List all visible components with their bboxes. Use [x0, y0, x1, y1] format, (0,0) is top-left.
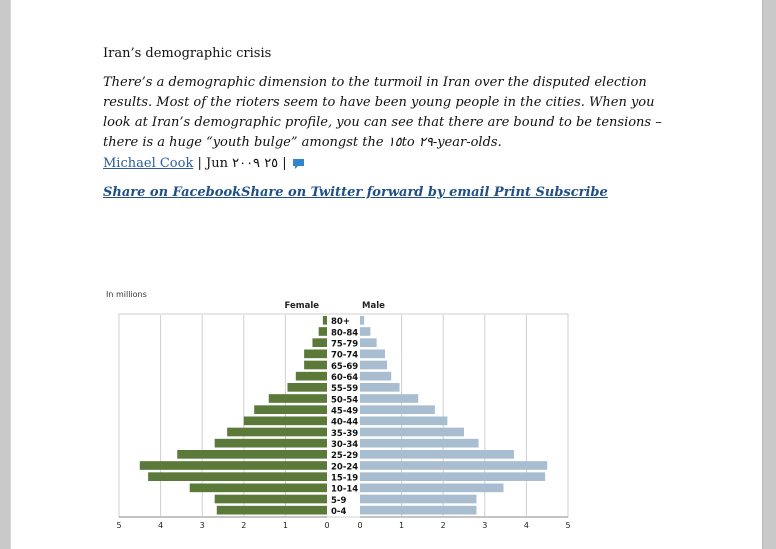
bar-male-30-34: [360, 439, 479, 448]
subscribe-link[interactable]: Subscribe: [530, 185, 608, 200]
bar-female-60-64: [296, 372, 327, 381]
age-label-40-44: 40-44: [331, 417, 359, 428]
age-label-35-39: 35-39: [331, 428, 359, 439]
age-label-70-74: 70-74: [331, 350, 359, 361]
document-page: [10, 0, 763, 549]
bar-female-70-74: [304, 350, 327, 359]
article-title: Iran’s demographic crisis: [103, 46, 272, 61]
bar-female-80+: [323, 316, 327, 325]
age-label-65-69: 65-69: [331, 361, 359, 372]
bar-female-40-44: [244, 417, 327, 426]
bar-female-20-24: [140, 461, 327, 470]
tick-female-2: 2: [241, 521, 247, 530]
bar-female-65-69: [304, 361, 327, 370]
age-label-10-14: 10-14: [331, 484, 359, 495]
bar-male-10-14: [360, 484, 504, 493]
age-label-60-64: 60-64: [331, 373, 359, 383]
bar-male-45-49: [360, 405, 435, 414]
bar-male-70-74: [360, 350, 385, 359]
female-header: Female: [284, 301, 319, 311]
male-header: Male: [362, 301, 385, 311]
age-label-55-59: 55-59: [331, 384, 359, 395]
age-label-30-34: 30-34: [331, 440, 359, 450]
bar-male-80+: [360, 316, 364, 325]
bar-male-15-19: [360, 472, 545, 481]
author-link[interactable]: Michael Cook: [103, 156, 194, 171]
age-label-50-54: 50-54: [331, 395, 359, 406]
bar-male-25-29: [360, 450, 514, 459]
publish-date: Jun ٢٥ ٢٠٠٩: [206, 156, 279, 171]
bar-male-80-84: [360, 327, 370, 336]
bar-female-80-84: [319, 327, 327, 336]
bar-female-55-59: [287, 383, 327, 392]
bar-female-15-19: [148, 472, 327, 481]
bar-male-0-4: [360, 506, 476, 515]
bar-male-60-64: [360, 372, 391, 381]
bar-female-5-9: [215, 495, 327, 504]
tick-male-2: 2: [440, 521, 446, 530]
share-facebook-link[interactable]: Share on Facebook: [103, 185, 242, 200]
bar-male-65-69: [360, 361, 387, 370]
age-label-25-29: 25-29: [331, 451, 359, 462]
age-label-80-84: 80-84: [331, 328, 359, 339]
bar-female-25-29: [177, 450, 327, 459]
population-pyramid-chart: [101, 288, 571, 538]
byline: [103, 156, 304, 171]
bar-female-10-14: [190, 484, 327, 493]
tick-female-0: 0: [324, 521, 330, 530]
share-twitter-link[interactable]: Share on Twitter: [241, 185, 363, 200]
print-link[interactable]: Print: [489, 185, 531, 200]
tick-male-5: 5: [565, 521, 571, 530]
bar-female-0-4: [217, 506, 327, 515]
tick-female-3: 3: [199, 521, 205, 530]
bar-male-55-59: [360, 383, 400, 392]
byline-separator: |: [197, 156, 202, 171]
bar-male-20-24: [360, 461, 547, 470]
age-label-0-4: 0-4: [331, 507, 347, 517]
comment-icon[interactable]: [293, 159, 304, 166]
pyramid-svg: [101, 288, 571, 538]
tick-female-1: 1: [282, 521, 288, 530]
bar-female-50-54: [269, 394, 327, 403]
bar-male-40-44: [360, 417, 447, 426]
tick-female-5: 5: [116, 521, 122, 530]
share-bar: [103, 185, 608, 200]
article-lede: There’s a demographic dimension to the turmoil in Iran over the disputed election results. Most of the rioters seem to have been young people in the cities. When you look at Iran’s demographic profile, you can see that there are bound to be tensions – there is a huge “youth bulge” amongst the ١٥to ٢٩-year-olds.: [103, 75, 662, 150]
age-label-15-19: 15-19: [331, 473, 359, 484]
bar-male-75-79: [360, 338, 377, 347]
age-label-80+: 80+: [331, 317, 350, 328]
tick-male-0: 0: [357, 521, 363, 530]
age-label-20-24: 20-24: [331, 462, 359, 473]
bar-female-35-39: [227, 428, 327, 437]
age-label-5-9: 5-9: [331, 495, 347, 506]
bar-female-30-34: [215, 439, 327, 448]
bar-male-50-54: [360, 394, 418, 403]
tick-female-4: 4: [158, 521, 164, 530]
bar-male-35-39: [360, 428, 464, 437]
tick-male-4: 4: [523, 521, 529, 530]
age-label-45-49: 45-49: [331, 406, 359, 417]
bar-male-5-9: [360, 495, 476, 504]
tick-male-1: 1: [399, 521, 405, 530]
bar-female-75-79: [312, 338, 327, 347]
tick-male-3: 3: [482, 521, 488, 530]
chart-unit-label: In millions: [106, 290, 147, 299]
age-label-75-79: 75-79: [331, 339, 359, 350]
bar-female-45-49: [254, 405, 327, 414]
forward-email-link[interactable]: forward by email: [362, 185, 490, 200]
byline-separator-2: |: [282, 156, 287, 171]
